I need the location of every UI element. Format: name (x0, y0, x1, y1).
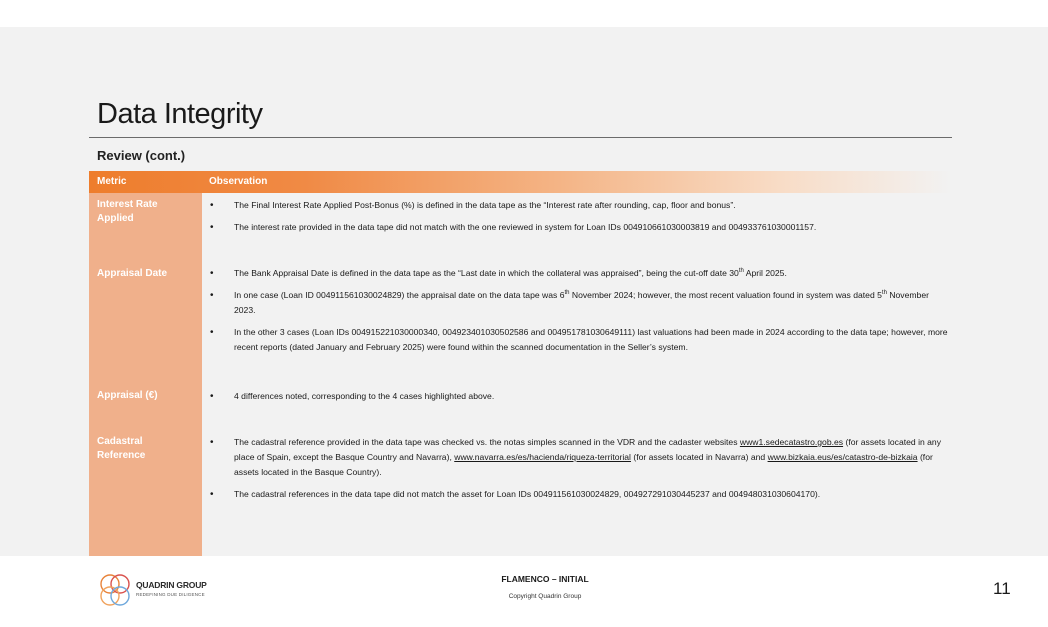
observation-bullet: • 4 differences noted, corresponding to the 4 cases highlighted above. (210, 389, 950, 404)
copyright-text: Copyright Quadrin Group (508, 593, 582, 600)
logo-rings-icon (97, 572, 135, 610)
table-header (89, 171, 952, 193)
observation-appraisal-value (210, 389, 950, 404)
footer-info (445, 574, 645, 600)
metric-interest-rate (97, 198, 197, 226)
company-logo (97, 572, 207, 610)
section-subtitle: Review (cont.) (97, 148, 186, 163)
metric-cadastral-reference (97, 435, 197, 463)
logo-name: QUADRIN GROUP (136, 580, 207, 590)
link-bizkaia[interactable]: www.bizkaia.eus/es/catastro-de-bizkaia (767, 452, 918, 462)
observation-bullet: • In the other 3 cases (Loan IDs 004915221030000340, 004923401030502586 and 004951781030649111) last valuations had been made in 2024 according to the data tape; however, more recent reports (dated January and February 2025) were found within the scanned documentation in the Seller’s system. (210, 325, 950, 355)
observation-bullet: • The interest rate provided in the data tape did not match with the one reviewed in system for Loan IDs 004910661030003819 and 004933761030001157. (210, 220, 950, 235)
observation-bullet: • In one case (Loan ID 004911561030024829) the appraisal date on the data tape was 6th November 2024; however, the most recent valuation found in system was dated 5th November 2023. (210, 288, 950, 318)
metric-label-line: Appraisal Date (97, 268, 168, 279)
page-number: 11 (993, 579, 1011, 598)
title-divider (89, 137, 952, 138)
project-name: FLAMENCO – INITIAL (501, 574, 589, 584)
metric-label-line: Reference (97, 450, 146, 461)
header-metric: Metric (97, 176, 127, 187)
observation-bullet: • The Bank Appraisal Date is defined in the data tape as the “Last date in which the collateral was appraised”, being the cut-off date 30th April 2025. (210, 266, 950, 281)
link-navarra[interactable]: www.navarra.es/es/hacienda/riqueza-territorial (454, 452, 631, 462)
observation-appraisal-date (210, 266, 950, 355)
observation-cadastral-reference (210, 435, 950, 502)
link-sedecatastro[interactable]: www1.sedecatastro.gob.es (739, 437, 844, 447)
observation-bullet: • The cadastral references in the data tape did not match the asset for Loan IDs 004911561030024829, 004927291030445237 and 004948031030604170). (210, 487, 950, 502)
header-observation: Observation (209, 176, 268, 187)
logo-tagline: REDEFINING DUE DILIGENCE (136, 592, 205, 597)
observation-bullet: • The Final Interest Rate Applied Post-Bonus (%) is defined in the data tape as the “Interest rate after rounding, cap, floor and bonus”. (210, 198, 950, 213)
page-title: Data Integrity (97, 98, 263, 130)
metric-appraisal-date (97, 267, 197, 281)
metric-label-line: Applied (97, 213, 134, 224)
metric-label-line: Appraisal (€) (97, 390, 158, 401)
metric-label-line: Interest Rate (97, 199, 158, 210)
metric-column (89, 193, 202, 556)
observation-interest-rate (210, 198, 950, 235)
observation-bullet: • The cadastral reference provided in the data tape was checked vs. the notas simples scanned in the VDR and the cadaster websites www1.sedecatastro.gob.es (for assets located in any place of Spain, except the Basque Country and Navarra), www.navarra.es/es/hacienda/riqueza-territorial (for assets located in Navarra) and www.bizkaia.eus/es/catastro-de-bizkaia (for assets located in the Basque Country). (210, 435, 950, 480)
metric-appraisal-value (97, 389, 197, 403)
metric-label-line: Cadastral (97, 436, 143, 447)
